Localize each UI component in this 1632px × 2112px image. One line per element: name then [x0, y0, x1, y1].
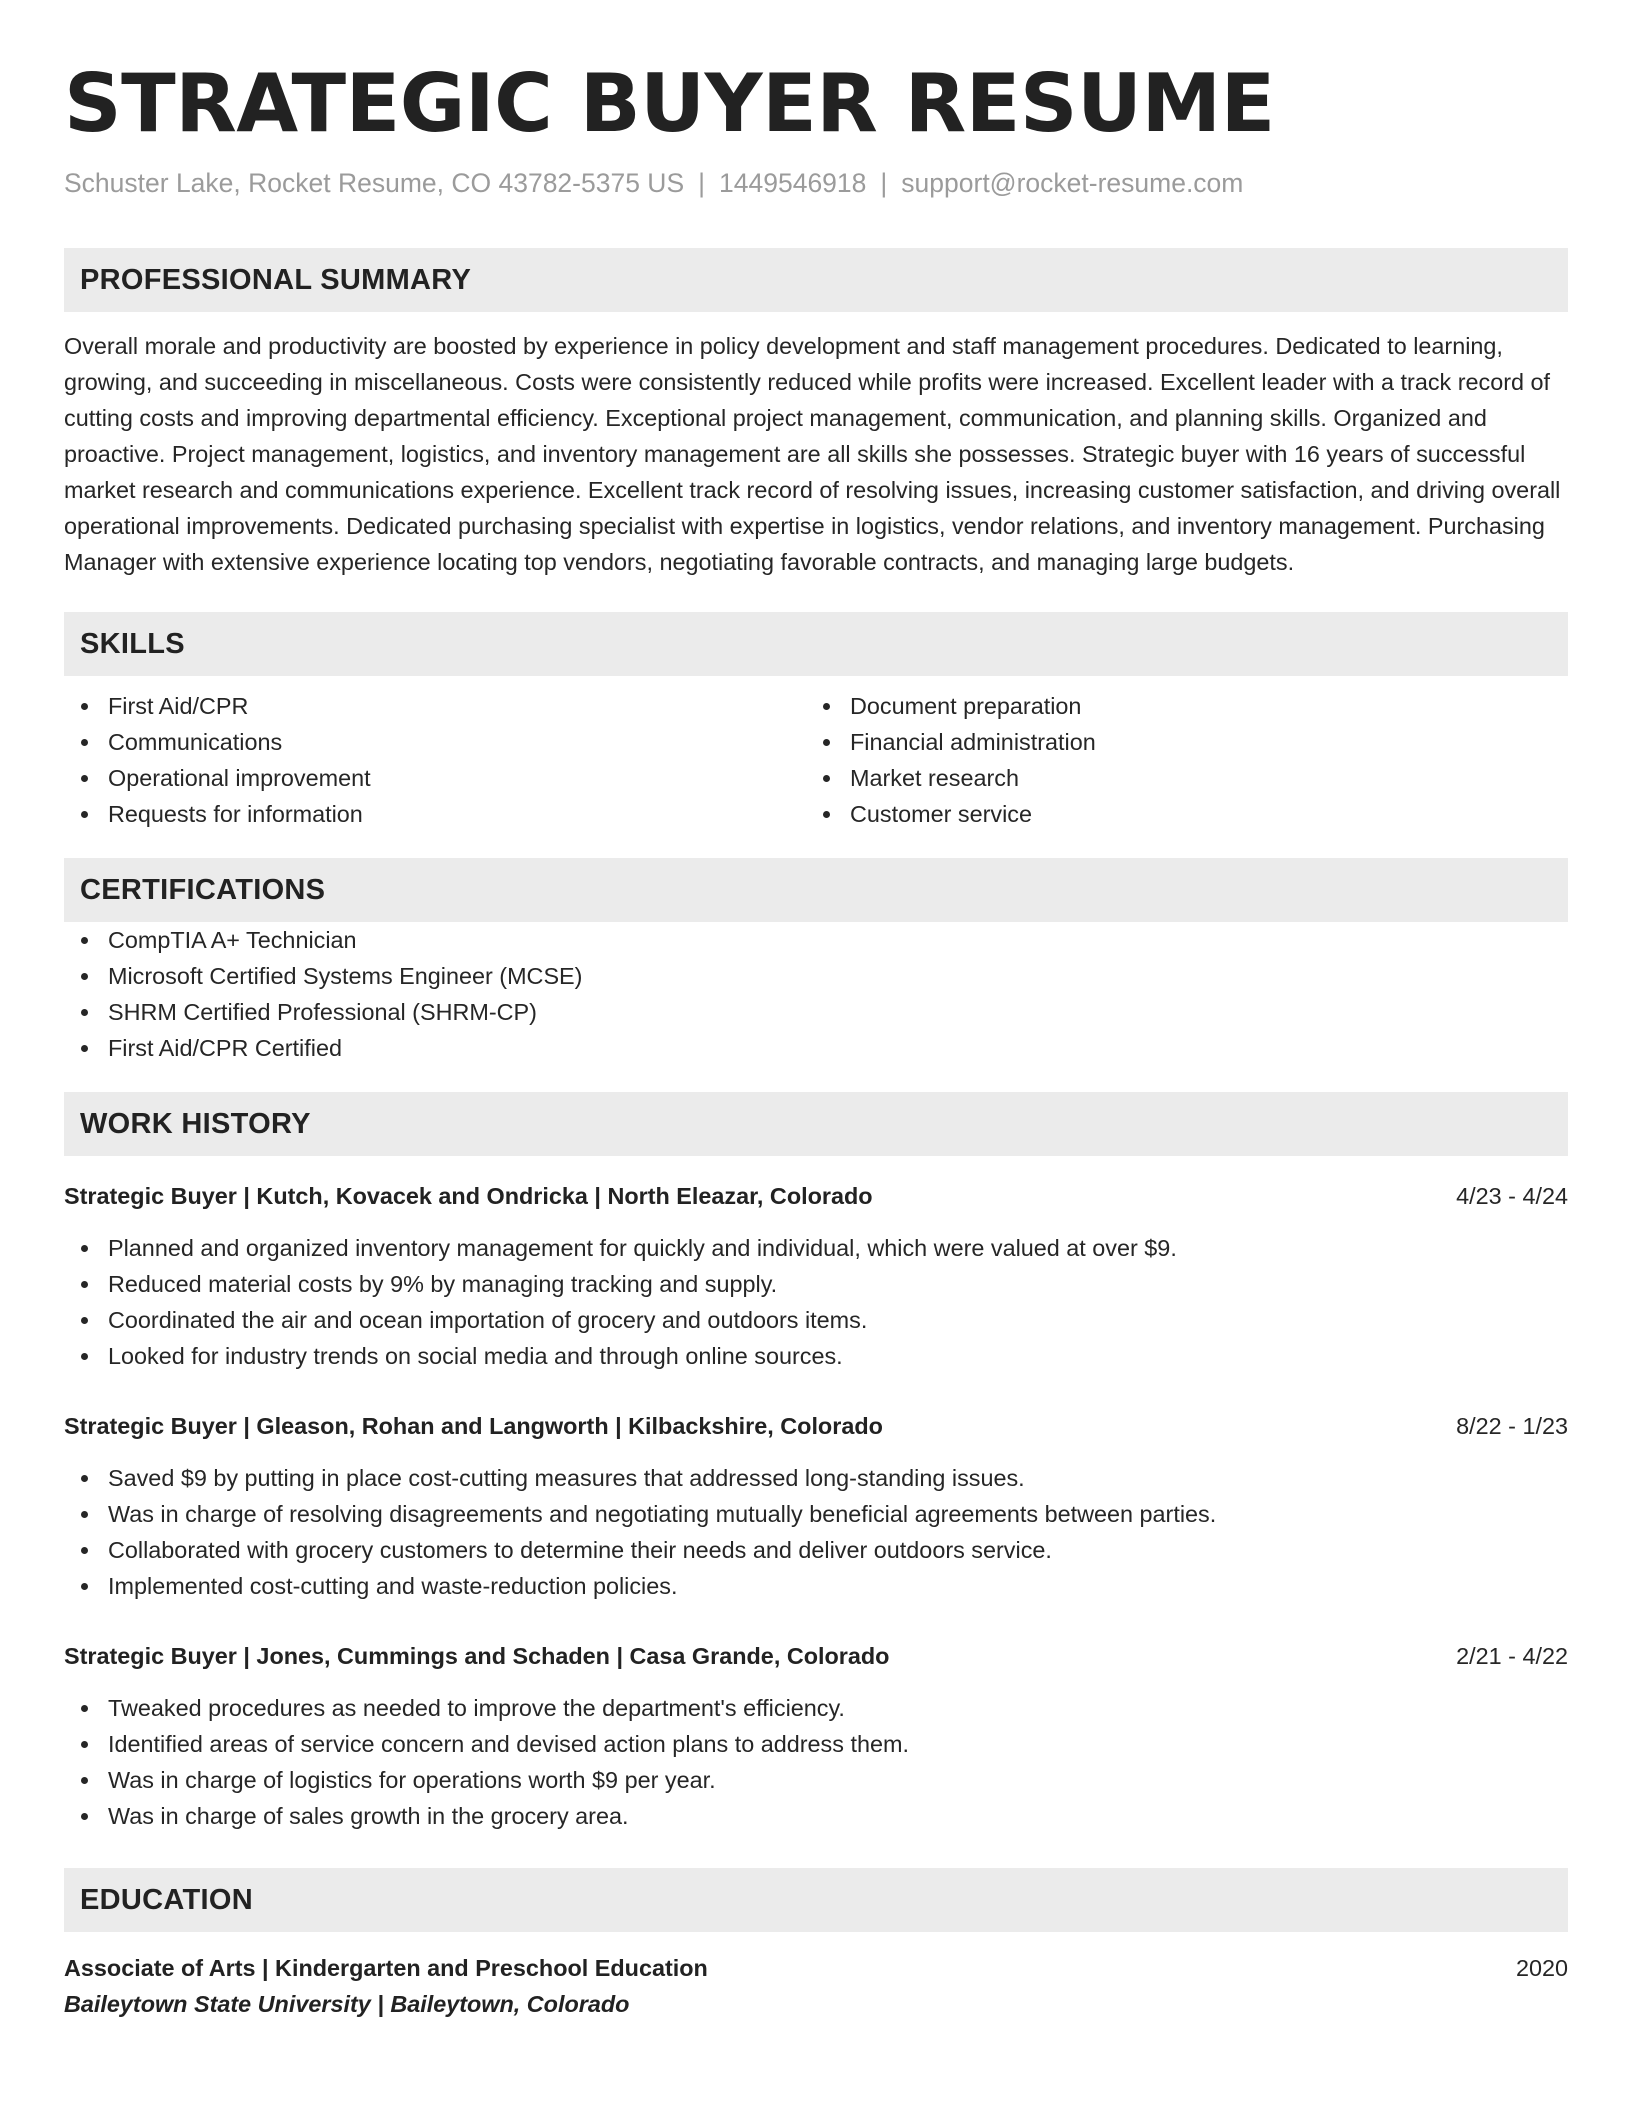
job-bullet: Saved $9 by putting in place cost-cutting measures that addressed long-standing issues. [64, 1460, 1568, 1496]
resume-title: STRATEGIC BUYER RESUME [64, 57, 1275, 150]
job-entry [64, 1638, 1568, 1834]
skills-list-left [64, 688, 806, 832]
job-title: Strategic Buyer | Kutch, Kovacek and Ondricka | North Eleazar, Colorado [64, 1183, 873, 1209]
job-title: Strategic Buyer | Gleason, Rohan and Langworth | Kilbackshire, Colorado [64, 1413, 883, 1439]
certification-item: Microsoft Certified Systems Engineer (MCSE) [64, 958, 1568, 994]
job-dates: 4/23 - 4/24 [1456, 1183, 1568, 1209]
job-bullet: Was in charge of sales growth in the grocery area. [64, 1798, 1568, 1834]
job-dates: 8/22 - 1/23 [1456, 1413, 1568, 1439]
job-bullets [64, 1690, 1568, 1834]
job-header [64, 1408, 1568, 1444]
education-entry [64, 1950, 1568, 2022]
contact-email: support@rocket-resume.com [901, 168, 1244, 198]
certification-item: SHRM Certified Professional (SHRM-CP) [64, 994, 1568, 1030]
contact-line [64, 166, 1568, 200]
section-heading-certifications: CERTIFICATIONS [64, 858, 1568, 922]
job-bullet: Was in charge of resolving disagreements and negotiating mutually beneficial agreements between parties. [64, 1496, 1568, 1532]
section-heading-summary: PROFESSIONAL SUMMARY [64, 248, 1568, 312]
job-bullet: Reduced material costs by 9% by managing tracking and supply. [64, 1266, 1568, 1302]
job-bullets [64, 1460, 1568, 1604]
section-heading-work-history: WORK HISTORY [64, 1092, 1568, 1156]
job-bullet: Was in charge of logistics for operations worth $9 per year. [64, 1762, 1568, 1798]
job-bullet: Looked for industry trends on social media and through online sources. [64, 1338, 1568, 1374]
section-heading-skills: SKILLS [64, 612, 1568, 676]
skill-item: Market research [806, 760, 1548, 796]
skill-item: Operational improvement [64, 760, 806, 796]
skill-item: Document preparation [806, 688, 1548, 724]
contact-address: Schuster Lake, Rocket Resume, CO 43782-5375 US [64, 168, 685, 198]
job-title: Strategic Buyer | Jones, Cummings and Schaden | Casa Grande, Colorado [64, 1643, 890, 1669]
skill-item: Financial administration [806, 724, 1548, 760]
education-degree: Associate of Arts | Kindergarten and Preschool Education [64, 1955, 708, 1981]
job-bullet: Collaborated with grocery customers to determine their needs and deliver outdoors service. [64, 1532, 1568, 1568]
job-header [64, 1178, 1568, 1214]
job-bullet: Identified areas of service concern and devised action plans to address them. [64, 1726, 1568, 1762]
certification-item: CompTIA A+ Technician [64, 922, 1568, 958]
skills-list-right [806, 688, 1548, 832]
job-bullets [64, 1230, 1568, 1374]
job-header [64, 1638, 1568, 1674]
education-year: 2020 [1515, 1955, 1568, 1981]
resume-page [64, 54, 1568, 2022]
summary-text: Overall morale and productivity are boosted by experience in policy development and staff management procedures. Dedicated to learning, growing, and succeeding in miscellaneous. Costs were consistently reduced while profits were increased. Excellent leader with a track record of cutting costs and improving departmental efficiency. Exceptional project management, communication, and planning skills. Organized and proactive. Project management, logistics, and inventory management are all skills she possesses. Strategic buyer with 16 years of successful market research and communications experience. Excellent track record of resolving issues, increasing customer satisfaction, and driving overall operational improvements. Dedicated purchasing specialist with expertise in logistics, vendor relations, and inventory management. Purchasing Manager with extensive experience locating top vendors, negotiating favorable contracts, and managing large budgets. [64, 333, 1561, 575]
education-header [64, 1950, 1568, 1986]
job-bullet: Coordinated the air and ocean importation of grocery and outdoors items. [64, 1302, 1568, 1338]
contact-phone: 1449546918 [719, 168, 867, 198]
job-entry [64, 1178, 1568, 1374]
certification-item: First Aid/CPR Certified [64, 1030, 1568, 1066]
section-heading-education: EDUCATION [64, 1868, 1568, 1932]
certifications-list [64, 922, 1568, 1066]
education-school: Baileytown State University | Baileytown, Colorado [64, 1991, 630, 2017]
job-entry [64, 1408, 1568, 1604]
skill-item: Communications [64, 724, 806, 760]
contact-separator: | [698, 168, 706, 198]
skill-item: Customer service [806, 796, 1548, 832]
job-dates: 2/21 - 4/22 [1456, 1643, 1568, 1669]
skill-item: First Aid/CPR [64, 688, 806, 724]
job-bullet: Tweaked procedures as needed to improve the department's efficiency. [64, 1690, 1568, 1726]
skill-item: Requests for information [64, 796, 806, 832]
job-bullet: Planned and organized inventory management for quickly and individual, which were valued at over $9. [64, 1230, 1568, 1266]
contact-separator: | [880, 168, 888, 198]
job-bullet: Implemented cost-cutting and waste-reduction policies. [64, 1568, 1568, 1604]
skills-columns [64, 688, 1568, 832]
